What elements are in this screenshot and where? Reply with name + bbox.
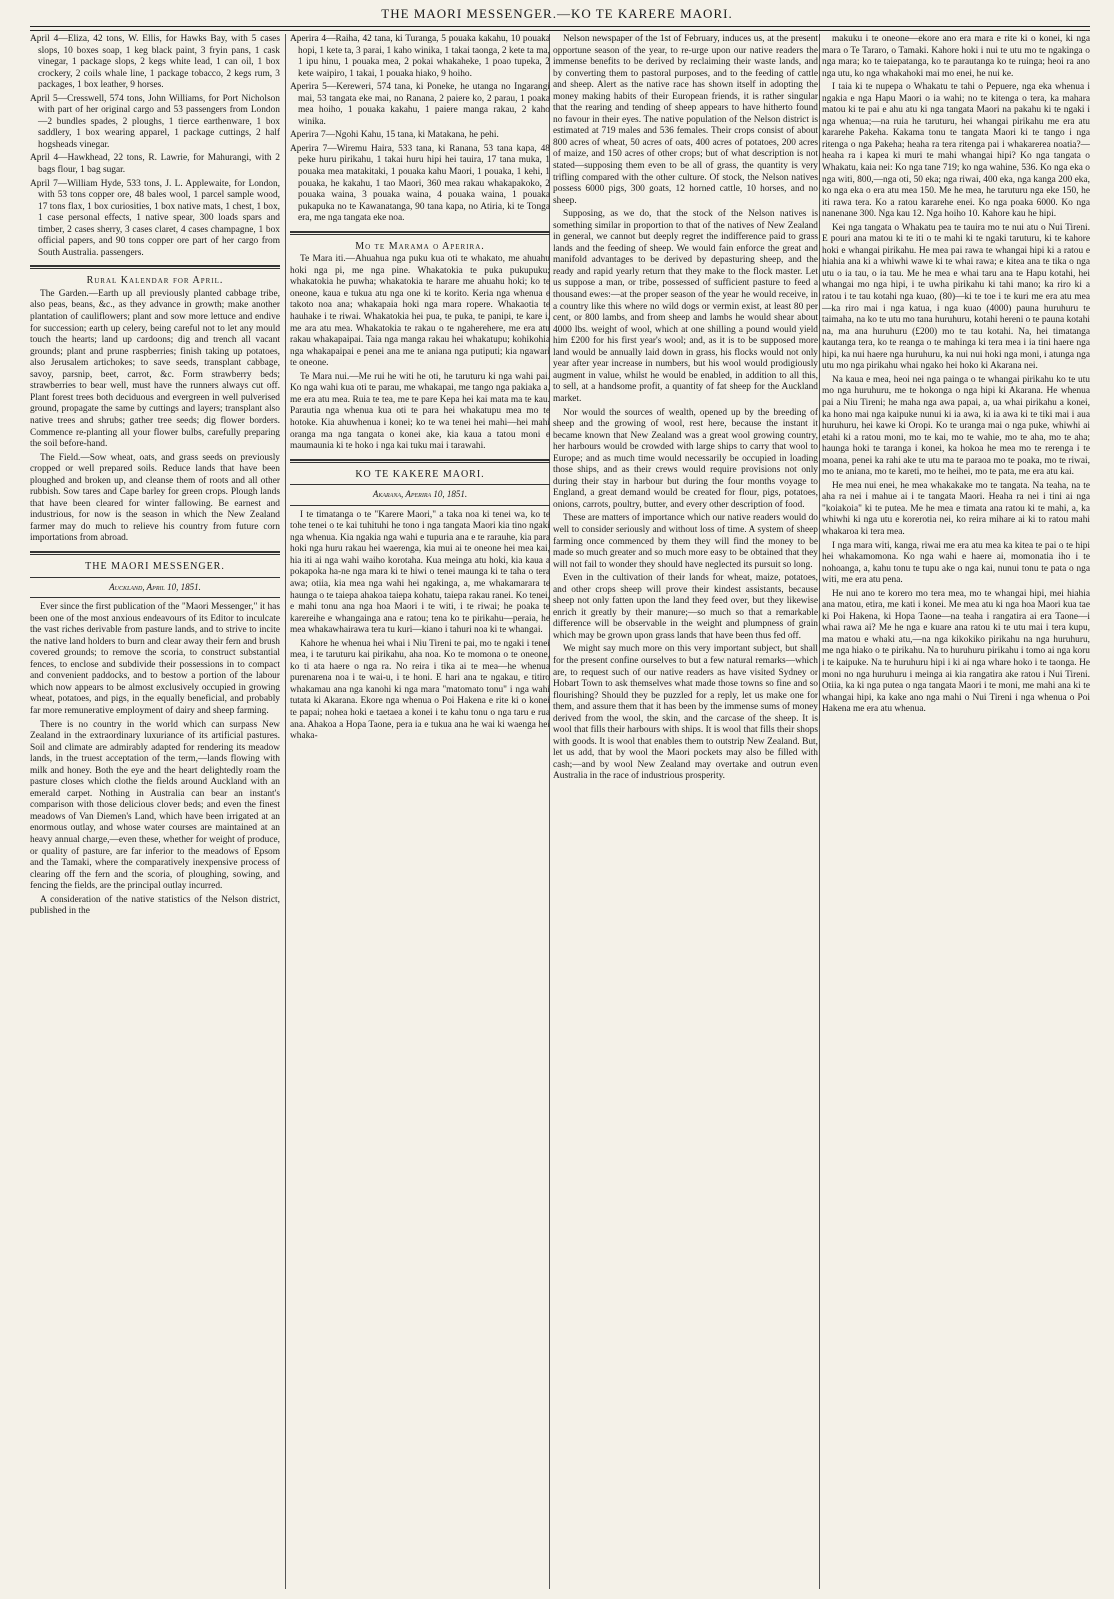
section-rule: [30, 265, 280, 269]
article-paragraph-maori: makuku i te oneone—ekore ano era mara e rite ki o konei, ki nga mara o Te Tararo, o Tamaki. Kahore hoki i nui te utu mo te ngakinga o nga mara; ko te taiepatanga, ko te parautanga ko te ruinga; heoi ra ano nga utu, ko nga whakahoki mai mo enei, he nui ke.: [822, 34, 1090, 79]
section-rule: [290, 231, 550, 235]
article-paragraph: Supposing, as we do, that the stock of the Nelson natives is something similar in proportion to that of the natives of New Zealand in general, we cannot but deeply regret the indifference paid to grass lands and the feeding of sheep. We would fain enforce the great and manifold advantages to be derived by depasturing sheep, and the ready and rapid yearly return that they make to the flock master. Let us suppose a man, or tribe, possessed of sufficient pasture to feed a thousand ewes:—at the proper season of the year he would receive, in a country like this where no wild dogs or vermin exist, at least 80 per cent, or 800 lambs, and from sheep and lambs he would shear about 4000 lbs. weight of wool, which at one shilling a pound would yield him £200 for his first year's wool; and, as it is to be supposed more land would be annually laid down in grass, his flocks would not only year after year increase in numbers, but his wool would prodigiously augment in value, whilst he would be enabled, in addition to all this, to sell, at a handsome profit, a quantity of fat sheep for the Auckland market.: [553, 209, 818, 404]
editorial-paragraph: Ever since the first publication of the "Maori Messenger," it has been one of the most anxious endeavours of its Editor to inculcate the vast riches derivable from pasture lands, and to strive to incite the native land holders to burn and clear away their fern and brush covered grounds; to remove the scoria, to construct substantial fences, to enclose and subdivide their possessions in to compact and convenient paddocks, and to bestow a portion of the labour which now appears to be almost exclusively occupied in growing wheat, potatoes, and pigs, in the equally beneficial, and probably far more remunerative employment of dairy and sheep farming.: [30, 602, 280, 716]
karere-heading: KO TE KAKERE MAORI.: [355, 468, 485, 480]
shipping-entry: April 7—William Hyde, 533 tons, J. L. Applewaite, for London, with 53 tons copper ore, 48 bales wool, 1 parcel sample wood, 17 tons flax, 1 box curiosities, 1 box native mats, 1 chest, 1 box, 1 case personal effects, 1 native spear, 300 loads spars and timber, 2 cases sherry, 3 cases claret, 4 cases champagne, 1 box official papers, and 90 tons copper ore part of her cargo from South Australia. passengers.: [30, 178, 280, 258]
article-paragraph-maori: He nui ano te korero mo tera mea, mo te whangai hipi, mei hiahia ana matou, etira, me kati i konei. Me mea atu ki nga hoa Maori kua tae ki Poi Hakena, ki Hopa Taone—na teaha i rangatira ai era Taone—i whai rawa ai? Me he nga e kuare ana ratou ki te utu mai i tera kupu, ma matou e whaki atu,—na nga kikokiko pirikahu na nga huruhuru, me nga hiako o te pirikahu. Na to huruhuru pirikahu i tomo ai nga koru i te kaipuke. Na te huruhuru hipi i ki ai nga whare hoko i te taonga. He moni no nga huruhuru i meinga ai kia rangatira ake ratou i Nui Tireni. Otiia, ka ki nga putea o nga tangata Maori i te moni, me mahi ana ki te whangai hipi, ka kake ano nga mahi o Nui Tireni i nga whenua o Poi Hakena me era atu whenua.: [822, 588, 1090, 715]
masthead: THE MAORI MESSENGER.—KO TE KARERE MAORI.: [381, 6, 733, 21]
mara-nui-paragraph: Te Mara nui.—Me rui he witi he oti, he taruturu ki nga wahi pai. Ko nga wahi kua oti te parau, me whakapai, me tango nga pakiaka a, me era atu mea. Ruia te tea, me te pare Kepa hei kai mata ma te kau. Parautia nga whenua kua oti te para hei whakatupu mea mo te hotoke. Kia ahuwhenua i konei; ko te wa tenei hei mahi—hei mahi oranga ma nga tangata o konei ake, kia kaua a tatou moni e maumaunia ki te hoko i nga kai tuku mai i tarawahi.: [290, 371, 550, 452]
editorial-paragraph-maori: I te timatanga o te "Karere Maori," a taka noa ki tenei wa, ko te tohe tenei o te kai tuhituhi he tono i nga tangata Maori kia tino ngaki nga whenua. Kia ngakia nga wahi e tupuria ana e te rarauhe, kia para hoki nga huru rakau hei waerenga, kia mui ai te oneone hei mea kai, hia iti ai nga wahi waiho korotaha. Kua meinga atu hoki, kia kaua a pokapoka ha-ne nga mara ki te hiwi o tenei maunga ki te taha o tera awa; otiia, kia mea nga wahi hei ngakinga, a, me whakamarara te haunga o te taiepa ahakoa taiepa kohatu, taiepa rakau ranei. Ko tenei, e mahi tonu ana nga hoa Maori i te witi, i te riwai; he poaka te karereihe e whangainga ana e ratou; tena ko te pirikahu—peraia, he mea whakawhairawa tera tu kuri—kiano i tahuri noa ki te whangai.: [290, 509, 550, 636]
article-paragraph: Nelson newspaper of the 1st of February, induces us, at the present opportune season of the year, to re-urge upon our native readers the immense benefits to be derived by reclaiming their waste lands, and by converting them to pastoral purposes, and to the feeding of cattle and sheep. Alert as the native race has shown itself in adopting the money making habits of their European friends, it is rather singular that the rearing and tending of sheep appears to have hitherto found no favour in their eyes. The native population of the Nelson district is estimated at 719 males and 536 females. Their crops consist of about 800 acres of wheat, 50 acres of oats, 400 acres of potatoes, 200 acres of maize, and 150 acres of other crops; but of what description is not stated—supposing them even to be all of grass, the quantity is very trifling compared with the other culture. Of stock, the Nelson natives possess 6000 pigs, 300 goats, 12 horned cattle, 10 horses, and no sheep.: [553, 34, 818, 206]
dateline: Auckland, April 10, 1851.: [109, 581, 201, 592]
section-rule: [30, 551, 280, 555]
dateline-maori: Akarana, Aperira 10, 1851.: [372, 489, 468, 500]
rule: [30, 597, 280, 598]
article-paragraph-maori: I taia ki te nupepa o Whakatu te tahi o Pepuere, nga eka whenua i ngakia e nga Hapu Maori o ia wahi; no te kitenga o tera, ka mahara matou ki te pai e ahu atu ki nga tangata Maori na pakahu ki te ngaki i nga whenua;—na ruia he taruturu, hei whangai pirikahu me era atu kararehe Pakeha. Kakama tonu te tangata Maori ki te tango i nga ritenga o nga Pakeha; heaha ra tera ritenga pai i whakarerea noatia?—heaha ra i kapea ki muri te mahi whangai hipi? Ko nga tangata o Whakatu, kaia nei: Ko nga tane 719; ko nga wahine, 536. Ko nga eka o nga witi, 800,—nga oti, 50 eka; nga riwai, 400 eka, nga kanga 200 eka, ko nga eka o era atu mea 150. Me he mea, he taruturu nga eke 150, he iti rawa tera. Ko a ratou kararehe enei. Ko nga poaka 6000. Ko nga nanenane 300. Nga kau 12. Nga hoiho 10. Kahore kau he hipi.: [822, 82, 1090, 220]
editorial-paragraph-maori: Kahore he whenua hei whai i Niu Tireni te pai, mo te ngaki i tenei mea, i te taruturu kai pirikahu, aha noa. Ko te momona o te oneone, ko ti ata haere o nga ra. No reira i tika ai te mea—he whenua purenarena noa i te wai-u, i te honi. E hari ana te ngakau, e titiro whakamau ana nga kanohi ki nga mara "matomato tonu" i nga wahi tutata ki Akarana. Ekore nga whenua o Poi Hakena e rite ki o konei te papai; nohea hoki e taetaea a konei i te kahu tonu o nga taru e rua ana. Ahakoa a Hopa Taone, pera ia e tukua ana he wai ki waenga hei whaka-: [290, 638, 550, 742]
article-paragraph-maori: I nga mara witi, kanga, riwai me era atu mea ka kitea te pai o te hipi hei whakamomona. Ko nga wahi e haere ai, momonatia iho i te nohoanga, a, kahu tonu te tupu ake o nga kai, nunui tonu te pata o nga witi, me era atu pena.: [822, 540, 1090, 586]
editorial-paragraph: A consideration of the native statistics of the Nelson district, published in the: [30, 894, 280, 917]
rule: [290, 484, 550, 485]
article-paragraph: We might say much more on this very important subject, but shall for the present confine ourselves to but a few natural remarks—which are, to request such of our native readers as have visited Sydney or Hobart Town to ask themselves what made those towns so fine and so flourishing? Should they be puzzled for a reply, let us make one for them, and assure them that it has been by the immense sums of money derived from the wool, the skin, and the carcase of the sheep. It is wool that fills their harbours with ships. It is wool that fills their shops with goods. It is wool that enables them to outstrip New Zealand. But, let us add, that by wool the Maori pockets may also be filled with cash;—and by wool New Zealand may overtake and outrun even Australia in the race of industrious prosperity.: [553, 644, 818, 782]
article-paragraph-maori: He mea nui enei, he mea whakakake mo te tangata. Na teaha, na te aha ra nei i mahue ai i te tangata Maori. Heaha ra nei i tini ai nga "koiakoia" ki te putea. Me he mea e timata ana ratou ki te mahi, a, ka whiwhi ki nga utu e korerotia nei, ko reira mihare ai ki to ratou mahi whakaroa ki tera mea.: [822, 480, 1090, 537]
article-paragraph: These are matters of importance which our native readers would do well to consider seriously and without loss of time. A system of sheep farming once commenced by them they will find the money to be made so much greater and so much more easy to be obtained that they will not fail to wonder they should have neglected its pursuit so long.: [553, 513, 818, 570]
garden-paragraph: The Garden.—Earth up all previously planted cabbage tribe, also peas, beans, &c., as they advance in growth; make another plantation of cauliflowers; plant and sow more lettuce and endive for succession; earth up celery, being careful not to let any mould touch the hearts; land up cardoons; dig and trench all vacant grounds; plant and prune raspberries; finish taking up potatoes, also Jerusalem artichokes; to save seeds, transplant cabbage, savoy, parsnip, beet, carrot, &c. Form strawberry beds; strawberries to bear well, must have the runners always cut off. Plant forest trees both deciduous and evergreen in well pulverised ground, propagate the same by cuttings and layers; transplant also native trees and shrubs; gather tree seeds; dig flower borders. Commence re-planting all your flower bulbs, carefully preparing the soil before-hand.: [30, 288, 280, 450]
mara-iti-paragraph: Te Mara iti.—Ahuahua nga puku kua oti te whakato, me ahuahu hoki nga pi, me nga pine. Whakatokia te puka pukupuku; whakatokia he puwha; whakatokia te harare me ahuahu hoki; ko te oneone, kaua e tukua atu nga one ki te korito. Keria nga whenua e takoto noa ana; whakapaia hoki nga mara ropere. Whakaotia te hauhake i te riwai. Whakatokia hei pua, te puka, te panipi, te kare i, me ara atu mea. Whakatokia te rakau o te ngaherehere, me era atu rakau whakapaipai. Taia nga manga rakau hei whakatupu; kohikohia nga whakapaipai e penei ana me te aniana nga putiputi; kia ngawari te oneone.: [290, 254, 550, 369]
shipping-entry: April 4—Hawkhead, 22 tons, R. Lawrie, for Mahurangi, with 2 bags flour, 1 bag sugar.: [30, 153, 280, 176]
column-3: [553, 34, 818, 1594]
shipping-entry: April 4—Eliza, 42 tons, W. Ellis, for Hawks Bay, with 5 cases slops, 10 boxes soap, 1 keg black paint, 3 fryin pans, 1 cask vinegar, 1 package slops, 2 kegs white lead, 1 can oil, 1 box crockery, 2 coils whale line, 1 package tobacco, 2 kegs rum, 3 packages, 1 box leather, 9 horses.: [30, 34, 280, 91]
article-paragraph-maori: Kei nga tangata o Whakatu pea te tauira mo te nui atu o Nui Tireni. E pouri ana matou ki te iti o te mahi ki te ngaki taruturu, ki te kahore hoki e whangai pirikahu. He mea pai rawa te whangai hipi ki a ratou e hiahia ana ki a whiwhi wawe ki te whai rawa; e kitea ana te tika o nga utu o ia tau, o ia tau. Me he mea e whai taru ana te Hapu kotahi, hei whangai mo nga hipi, i te uwha pirikahu ki tahi mano; ka riro ki a ratou i te tau kotahi nga kuao, (80)—ki te toe i te kuri me era atu mea—ka riro mai i nga katua, i nga kuao (4000) pauna huruhuru te taimaha, na ko te utu mo tana huruhuru, kotahi hereni o te pauna kotahi na, ma ana huruhuru (£200) mo te tau kotahi. Na, hei timatanga kautanga tera, ko te reanga o te mahinga ki tera mea i ia tini haere nga hipi, ka nui haere nga huruhuru, ka nui nui hoki nga moni, i atunga nga utu mo nga pirikahu whai ngako hei hoko ki Akarana nei.: [822, 222, 1090, 372]
shipping-entry-maori: Aperira 7—Ngohi Kahu, 15 tana, ki Matakana, he pehi.: [290, 130, 499, 141]
shipping-entry: April 5—Cresswell, 574 tons, John Williams, for Port Nicholson with part of her original cargo and 53 passengers from London—2 bundles spades, 2 ploughs, 1 tierce earthenware, 1 box saddlery, 1 box wearing apparel, 1 package cuttings, 2 half hogsheads vinegar.: [30, 93, 280, 150]
column-2: [290, 34, 550, 1594]
rule: [290, 505, 550, 506]
shipping-entry-maori: Aperira 7—Wiremu Haira, 533 tana, ki Ranana, 53 tana kapa, 48 peke huru pirikahu, 1 takai huru hipi hei tauira, 17 tana muka, 1 pouaka mea matakitaki, 1 pouaka kahu Maori, 1 pouaka, 1 kehi, 1 pouaka, he kakahu, 1 tao Maori, 360 mea rakau whakapakoko, 2 pouaka waina, 3 pouaka waina, 4 pouaka waina, 1 pouaka pukapuka no te Kawanatanga, 90 tana kapa, no Atiria, ki te Tonga era, me nga tangata eke noa.: [290, 143, 550, 224]
shipping-entry-maori: Aperira 5—Kereweri, 574 tana, ki Poneke, he utanga no Ingarangi mai, 53 tangata eke mai, no Ranana, 2 paiere ko, 2 parau, 1 poaka mea hoiho, 1 pouaka kakahu, 1 paiere manga rakau, 2 kaho winika.: [290, 82, 550, 127]
top-rule: [30, 26, 1090, 31]
messenger-heading: THE MAORI MESSENGER.: [85, 560, 225, 572]
article-paragraph: Even in the cultivation of their lands for wheat, maize, potatoes, and other crops sheep will prove their kindest assistants, because sheep not only fatten upon the land they feed over, but they likewise enrich it greatly by their manure;—so much so that a remarkable difference will be observable in the weight and plumpness of grain which may be grown upon grass lands that have been thus fed off.: [553, 573, 818, 641]
column-divider: [819, 34, 820, 1589]
column-1: [30, 34, 280, 1594]
kalendar-heading: Rural Kalendar for April.: [86, 275, 224, 287]
field-paragraph: The Field.—Sow wheat, oats, and grass seeds on previously cropped or well prepared soils. Reduce lands that have been ploughed and broken up, and cleanse them of roots and all other rubbish. Sow tares and Cape barley for green crops. Plough lands that have been cleared for winter fallowing. Be earnest and industrious, for now is the season in which the New Zealand farmer may do much to relieve his country from future corn importations from abroad.: [30, 452, 280, 544]
rule: [30, 577, 280, 578]
article-paragraph-maori: Na kaua e mea, heoi nei nga painga o te whangai pirikahu ko te utu mo nga huruhuru, me te hokonga o nga hipi ki Akarana. He whenua pai a Niu Tireni; he maha nga awa papai, a, ua whai pirikahu a konei, ka hono mai nga kaipuke nunui ki ia awa, ki ia awa ki te tiki mai i aua huruhuru, hei kawe ki Oropi. Ko te uranga mai o nga puke, whiwhi ai etahi ki a ratou moni, mo te kai, mo te wahie, mo te aha, mo te aha; haunga hoki te taranga i konei, ka hokoa he mea mo te rerenga i te moana, penei ka rahi ake te utu ma te paraoa mo te poaka, mo te riwai, mo te aniana, mo te kareti, mo te heihei, mo te pata, me era atu kai.: [822, 374, 1090, 478]
marama-heading: Mo te Marama o Aperira.: [355, 240, 485, 252]
shipping-entry-maori: Aperira 4—Raiha, 42 tana, ki Turanga, 5 pouaka kakahu, 10 pouaka hopi, 1 kete ta, 3 parai, 1 kaho winika, 1 takai taonga, 2 kete ta ma, 1 ipu hinu, 1 pouaka mea, 2 pokai whakaheke, 1 poao tupeka, 2 kete waipiro, 1 takai, 1 pouaka hiako, 9 hoiho.: [290, 34, 550, 79]
column-divider: [285, 34, 286, 1589]
column-4: [822, 34, 1090, 1594]
editorial-paragraph: There is no country in the world which can surpass New Zealand in the extraordinary luxuriance of its artificial pastures. Soil and climate are admirably adapted for rendering its meadow lands, in the truest acceptation of the term,—lands flowing with milk and honey. Both the eye and the heart delightedly roam the pasture closes which clothe the fields around Auckland with an emerald carpet. Nothing in Australia can bear an instant's comparison with those delicious clover beds; and even the finest meadows of Van Diemen's Land, which have been irrigated at an enormous outlay, and whose water courses are maintained at an heavy annual charge,—even these, whether for weight of produce, or quality of pasture, are far inferior to the meadows of Epsom and the Tamaki, where the comparatively inexpensive process of clearing off the fern and the scoria, of ploughing, sowing, and fencing the fields, are the principal outlay incurred.: [30, 719, 280, 892]
article-paragraph: Nor would the sources of wealth, opened up by the breeding of sheep and the growing of wool, rest here, because the instant it became known that New Zealand was a great wool growing country, her harbours would be crowded with large ships to carry that wool to Europe; and as much time would necessarily be occupied in loading those ships, and as their crews would require provisions not only during their stay in harbour but during the four months voyage to England, a great demand would be created for flour, pigs, potatoes, onions, carrots, poultry, butter, and every other description of food.: [553, 407, 818, 510]
section-rule: [290, 459, 550, 463]
